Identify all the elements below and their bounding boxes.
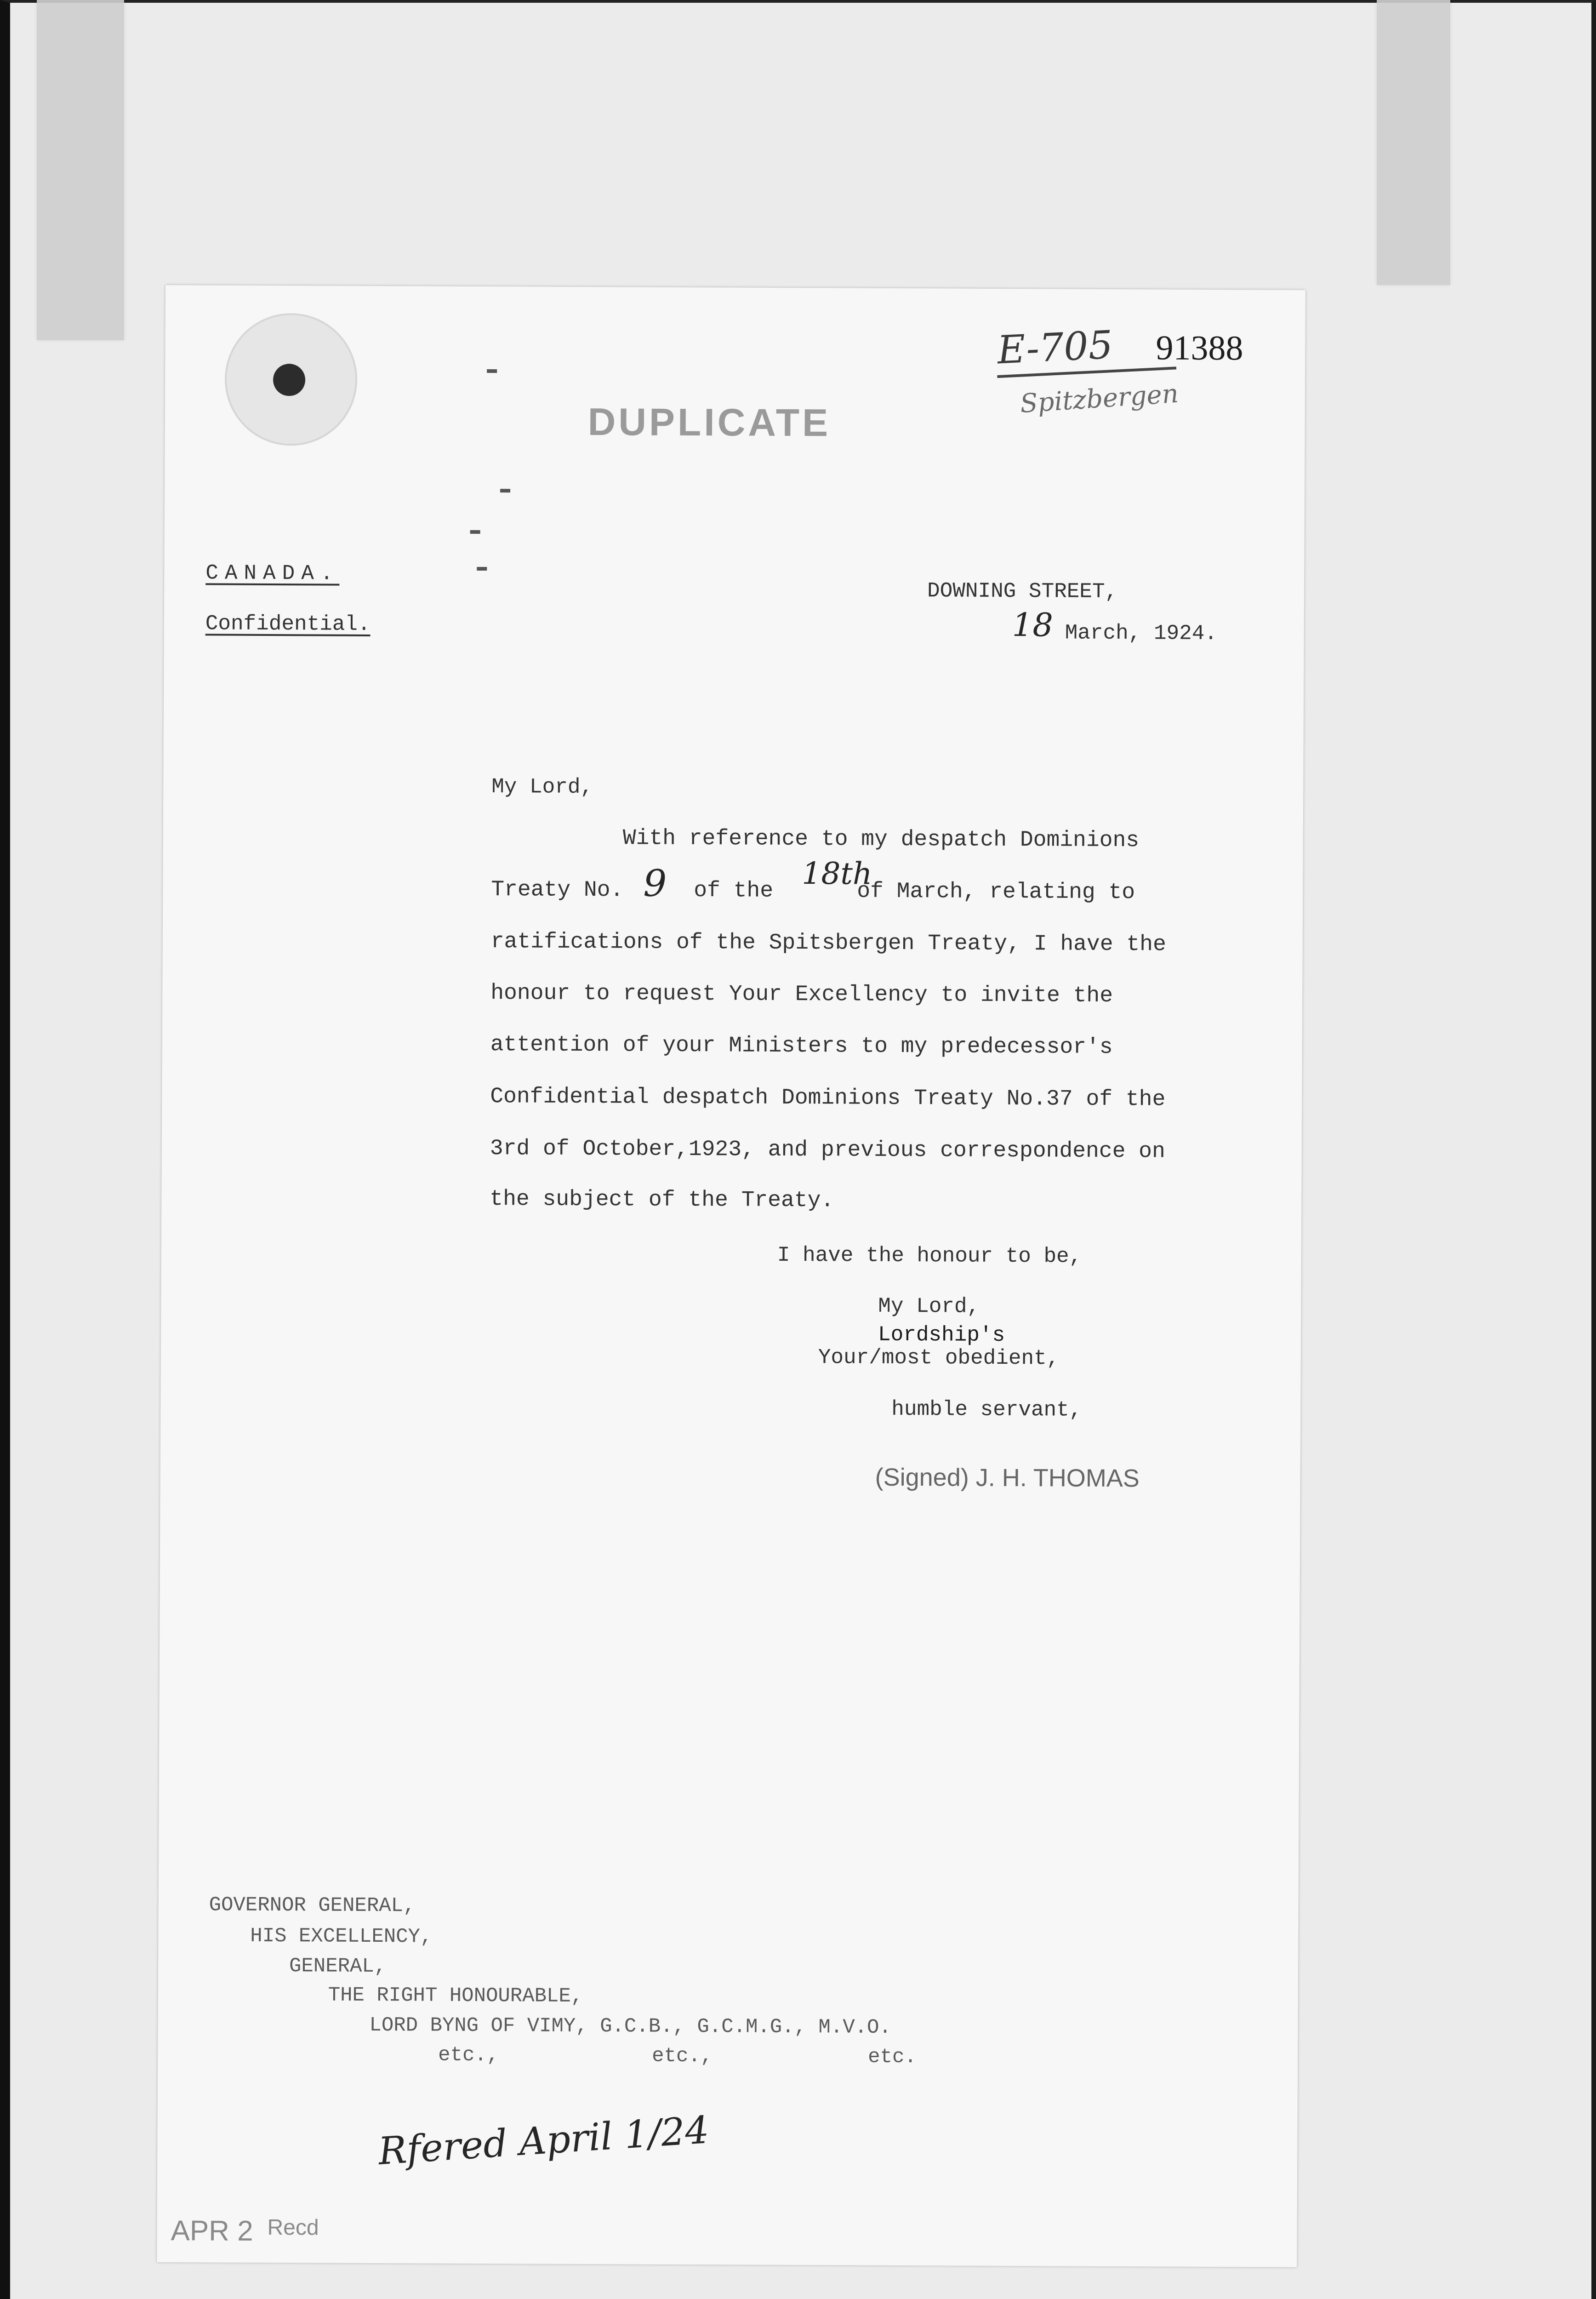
tape-strip xyxy=(1377,0,1450,285)
body-line: attention of your Ministers to my predecessor's xyxy=(490,1032,1113,1060)
body-line: 3rd of October,1923, and previous correspondence on xyxy=(490,1136,1165,1164)
addressee-line: THE RIGHT HONOURABLE, xyxy=(328,1984,583,2008)
margin-mark xyxy=(477,567,487,571)
body-line: the subject of the Treaty. xyxy=(490,1187,834,1213)
addressee-line: GOVERNOR GENERAL, xyxy=(209,1893,416,1918)
addressee-line: GENERAL, xyxy=(289,1955,387,1979)
addressee-etc: etc., xyxy=(652,2044,713,2068)
closing-line: Your/most obedient, xyxy=(818,1345,1060,1371)
letter-date: March, 1924. xyxy=(1065,621,1218,646)
received-date-stamp: APR 2 xyxy=(171,2215,253,2247)
closing-insert: Lordship's xyxy=(878,1322,1005,1347)
closing-line: humble servant, xyxy=(891,1397,1082,1422)
date-day-handwritten: 18 xyxy=(1012,606,1054,644)
addressee-etc: etc., xyxy=(438,2043,499,2067)
body-line: honour to request Your Excellency to invite the xyxy=(490,981,1113,1009)
file-reference-handwritten: E-705 xyxy=(996,322,1114,373)
country-heading: CANADA. xyxy=(205,561,340,586)
tape-strip xyxy=(37,0,124,340)
salutation: My Lord, xyxy=(491,775,593,800)
letter-sheet xyxy=(157,285,1305,2267)
treaty-number-handwritten: 9 xyxy=(643,862,667,905)
filing-note-handwritten: Rfered April 1/24 xyxy=(377,2108,711,2174)
addressee-line: HIS EXCELLENCY, xyxy=(250,1924,433,1949)
subject-handwritten: Spitzbergen xyxy=(1019,378,1180,419)
punch-hole xyxy=(273,364,305,396)
sender-address: DOWNING STREET, xyxy=(927,579,1118,604)
margin-mark xyxy=(487,369,497,373)
margin-mark xyxy=(470,530,480,534)
body-line: of the xyxy=(694,878,774,904)
body-line: ratifications of the Spitsbergen Treaty, I have the xyxy=(490,929,1166,957)
despatch-day-handwritten: 18th xyxy=(802,856,872,892)
addressee-etc: etc. xyxy=(868,2045,917,2069)
duplicate-stamp: DUPLICATE xyxy=(587,400,831,445)
file-reference-number: 91388 xyxy=(1156,328,1243,368)
body-line: With reference to my despatch Dominions xyxy=(622,826,1140,853)
body-line: Confidential despatch Dominions Treaty No.37 of the xyxy=(490,1084,1166,1112)
closing-line: My Lord, xyxy=(878,1294,980,1319)
margin-mark xyxy=(500,489,510,492)
signature-stamp: (Signed) J. H. THOMAS xyxy=(875,1463,1140,1493)
body-line: Treaty No. xyxy=(491,877,624,903)
received-label: Recd xyxy=(267,2215,319,2240)
classification-heading: Confidential. xyxy=(205,612,370,636)
body-line: of March, relating to xyxy=(857,879,1135,905)
addressee-line: LORD BYNG OF VIMY, G.C.B., G.C.M.G., M.V.O. xyxy=(369,2013,891,2039)
closing-line: I have the honour to be, xyxy=(777,1243,1082,1269)
